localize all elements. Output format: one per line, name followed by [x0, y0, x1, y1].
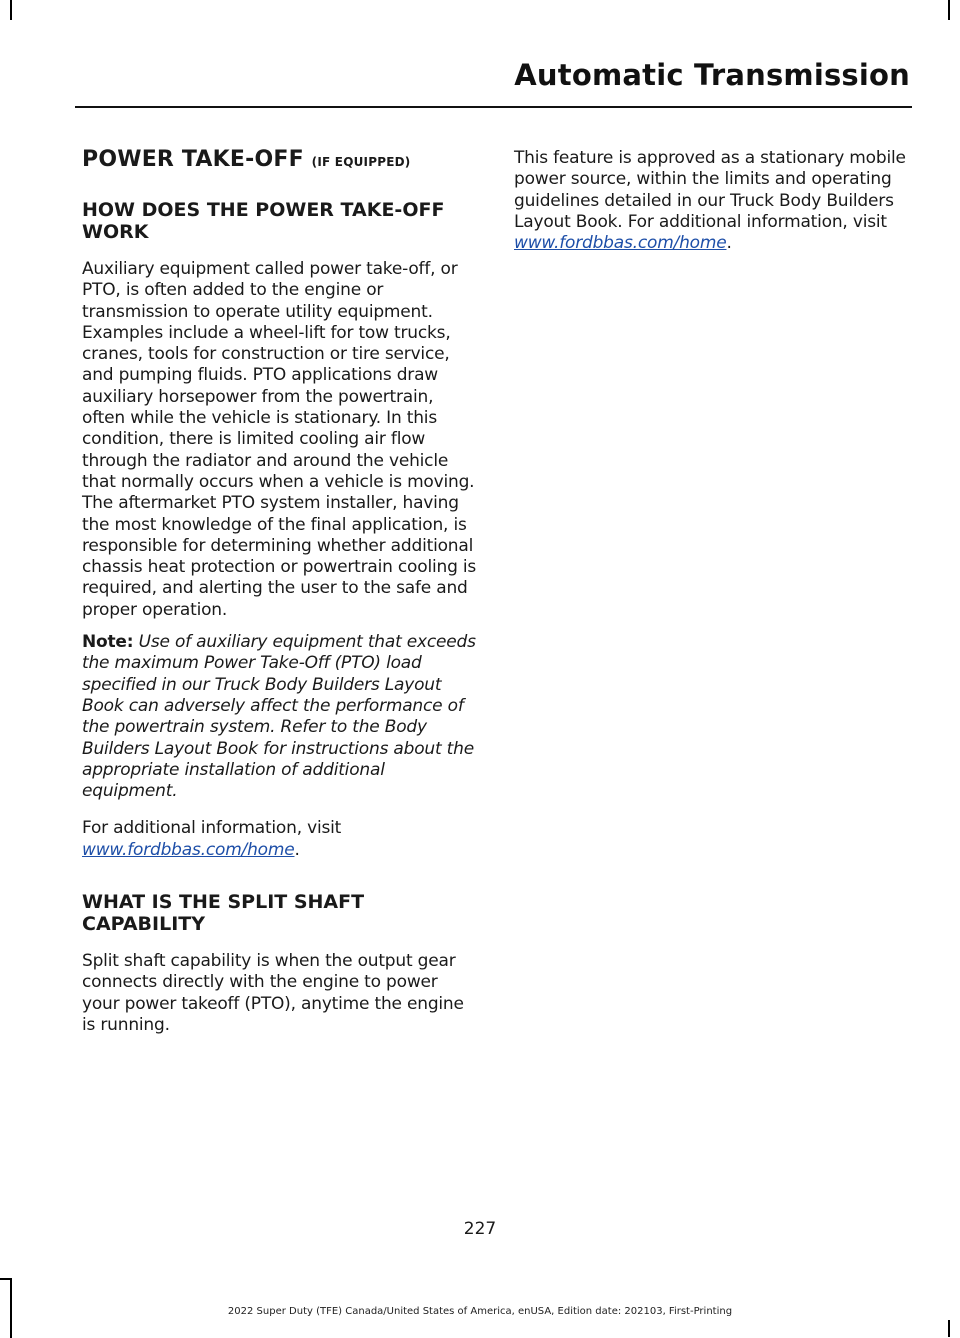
- header-rule: [75, 106, 912, 108]
- fordbbas-link-right[interactable]: www.fordbbas.com/home: [514, 233, 727, 254]
- crop-mark: [948, 0, 950, 20]
- fordbbas-link[interactable]: www.fordbbas.com/home: [82, 839, 295, 860]
- crop-mark: [10, 0, 12, 20]
- note-text: Use of auxiliary equipment that exceeds the maximum Power Take-Off (PTO) load specified in our Truck Body Builders Layout Book can adversely affect the performance of the powertrain system. Refer to the Body Builders Layout Book for instructions about the appropriate installation of additional equipment.: [82, 632, 476, 802]
- paragraph-split-shaft: Split shaft capability is when the output gear connects directly with the engine to power your power takeoff (PTO), anytime the engine is running.: [82, 951, 464, 1035]
- stationary-source-text: This feature is approved as a stationary mobile power source, within the limits and operating guidelines detailed in our Truck Body Builders Layout Book. For additional information, visit: [514, 148, 906, 232]
- heading-how-it-works: HOW DOES THE POWER TAKE-OFF WORK: [82, 199, 445, 243]
- edition-footer: 2022 Super Duty (TFE) Canada/United States of America, enUSA, Edition date: 202103, First-Printing: [227, 1306, 733, 1317]
- more-info-text: For additional information, visit: [82, 818, 342, 839]
- section-qualifier: (IF EQUIPPED): [311, 155, 411, 169]
- crop-mark: [948, 1320, 950, 1337]
- right-column: [514, 148, 910, 254]
- note-label: Note:: [82, 632, 134, 653]
- note-paragraph: [82, 632, 477, 802]
- crop-mark: [0, 1278, 12, 1280]
- chapter-title: Automatic Transmission: [514, 58, 910, 92]
- link-period: .: [294, 839, 300, 860]
- link-period-right: .: [726, 233, 732, 254]
- heading-split-shaft: WHAT IS THE SPLIT SHAFT CAPABILITY: [82, 891, 365, 936]
- more-info-paragraph: [82, 818, 477, 861]
- left-column: [82, 145, 477, 1036]
- paragraph-pto-description: Auxiliary equipment called power take-off, or PTO, is often added to the engine or transmission to operate utility equipment. Examples include a wheel-lift for tow trucks, cranes, tools for construction or tire service, and pumping fluids. PTO applications draw auxiliary horsepower from the powertrain, often while the vehicle is stationary. In this condition, there is limited cooling air flow through the radiator and around the vehicle that normally occurs when a vehicle is moving. The aftermarket PTO system installer, having the most knowledge of the final application, is responsible for determining whether additional chassis heat protection or powertrain cooling is required, and alerting the user to the safe and proper operation.: [82, 259, 477, 620]
- section-title-text: POWER TAKE-OFF: [82, 147, 304, 172]
- page-number: 227: [463, 1219, 497, 1239]
- section-title: [82, 145, 477, 177]
- paragraph-stationary-source: [514, 148, 910, 254]
